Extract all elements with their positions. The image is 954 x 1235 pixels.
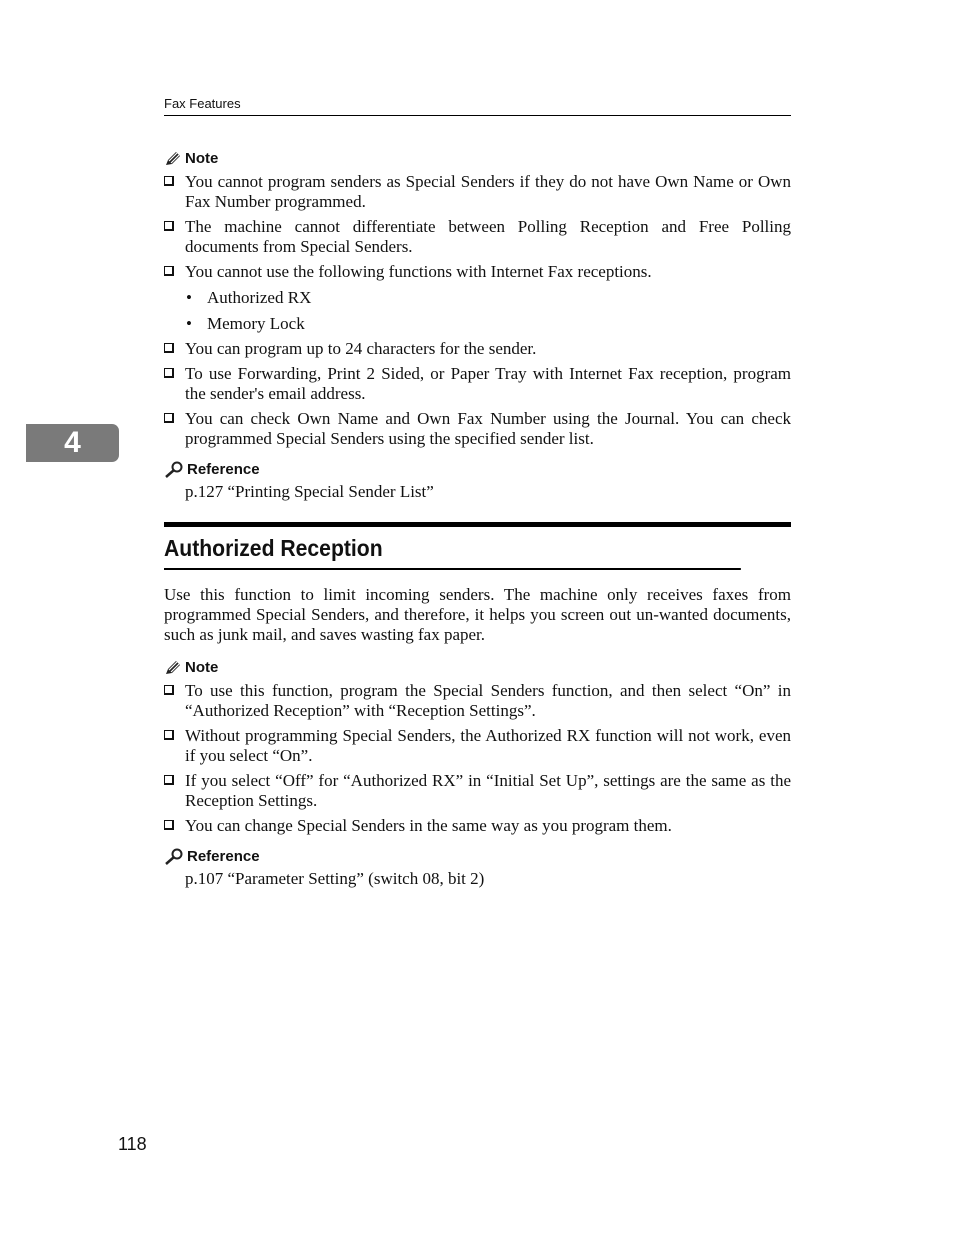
list-item: The machine cannot differentiate between Polling Reception and Free Polling documents from Special Senders. [164, 217, 791, 257]
note-label: Note [185, 150, 219, 167]
checkbox-icon [164, 343, 174, 353]
magnifier-icon [164, 848, 184, 866]
reference-link[interactable]: p.107 “Parameter Setting” (switch 08, bit 2) [185, 869, 485, 888]
note-heading [164, 148, 791, 170]
checkbox-icon [164, 413, 174, 423]
note-heading [164, 657, 791, 679]
page-number: 118 [118, 1134, 147, 1154]
list-item: You cannot use the following functions with Internet Fax receptions. [164, 262, 791, 282]
pencil-icon [164, 151, 182, 167]
checkbox-icon [164, 685, 174, 695]
note-label: Note [185, 659, 219, 676]
running-head: Fax Features [164, 96, 791, 116]
list-item: Without programming Special Senders, the Authorized RX function will not work, even if you select “On”. [164, 726, 791, 766]
checkbox-icon [164, 176, 174, 186]
list-item: You can check Own Name and Own Fax Number using the Journal. You can check programmed Special Senders using the specified sender list. [164, 409, 791, 449]
pencil-icon [164, 660, 182, 676]
checkbox-icon [164, 368, 174, 378]
chapter-tab: 4 [26, 424, 119, 462]
reference-link[interactable]: p.127 “Printing Special Sender List” [185, 482, 434, 501]
note-list [164, 681, 791, 836]
bullet-item: • Memory Lock [186, 314, 305, 333]
note-list [164, 172, 791, 449]
list-item: You can change Special Senders in the same way as you program them. [164, 816, 791, 836]
reference-heading [164, 459, 791, 481]
checkbox-icon [164, 266, 174, 276]
checkbox-icon [164, 775, 174, 785]
bullet-icon: • [186, 314, 192, 333]
list-item: To use Forwarding, Print 2 Sided, or Paper Tray with Internet Fax reception, program the sender's email address. [164, 364, 791, 404]
page-content [164, 148, 791, 889]
list-item: If you select “Off” for “Authorized RX” in “Initial Set Up”, settings are the same as the Reception Settings. [164, 771, 791, 811]
section-title: Authorized Reception [164, 527, 741, 570]
reference-label: Reference [187, 848, 260, 865]
checkbox-icon [164, 820, 174, 830]
magnifier-icon [164, 461, 184, 479]
list-item: To use this function, program the Special Senders function, and then select “On” in “Authorized Reception” with “Reception Settings”. [164, 681, 791, 721]
bullet-icon: • [186, 288, 192, 307]
list-item: You can program up to 24 characters for the sender. [164, 339, 791, 359]
bullet-item: • Authorized RX [186, 288, 312, 307]
checkbox-icon [164, 221, 174, 231]
list-item: You cannot program senders as Special Senders if they do not have Own Name or Own Fax Number programmed. [164, 172, 791, 212]
section-intro: Use this function to limit incoming senders. The machine only receives faxes from programmed Special Senders, and therefore, it helps you screen out un-wanted documents, such as junk mail, and saves wasting fax paper. [164, 585, 791, 644]
reference-heading [164, 846, 791, 868]
reference-label: Reference [187, 461, 260, 478]
checkbox-icon [164, 730, 174, 740]
